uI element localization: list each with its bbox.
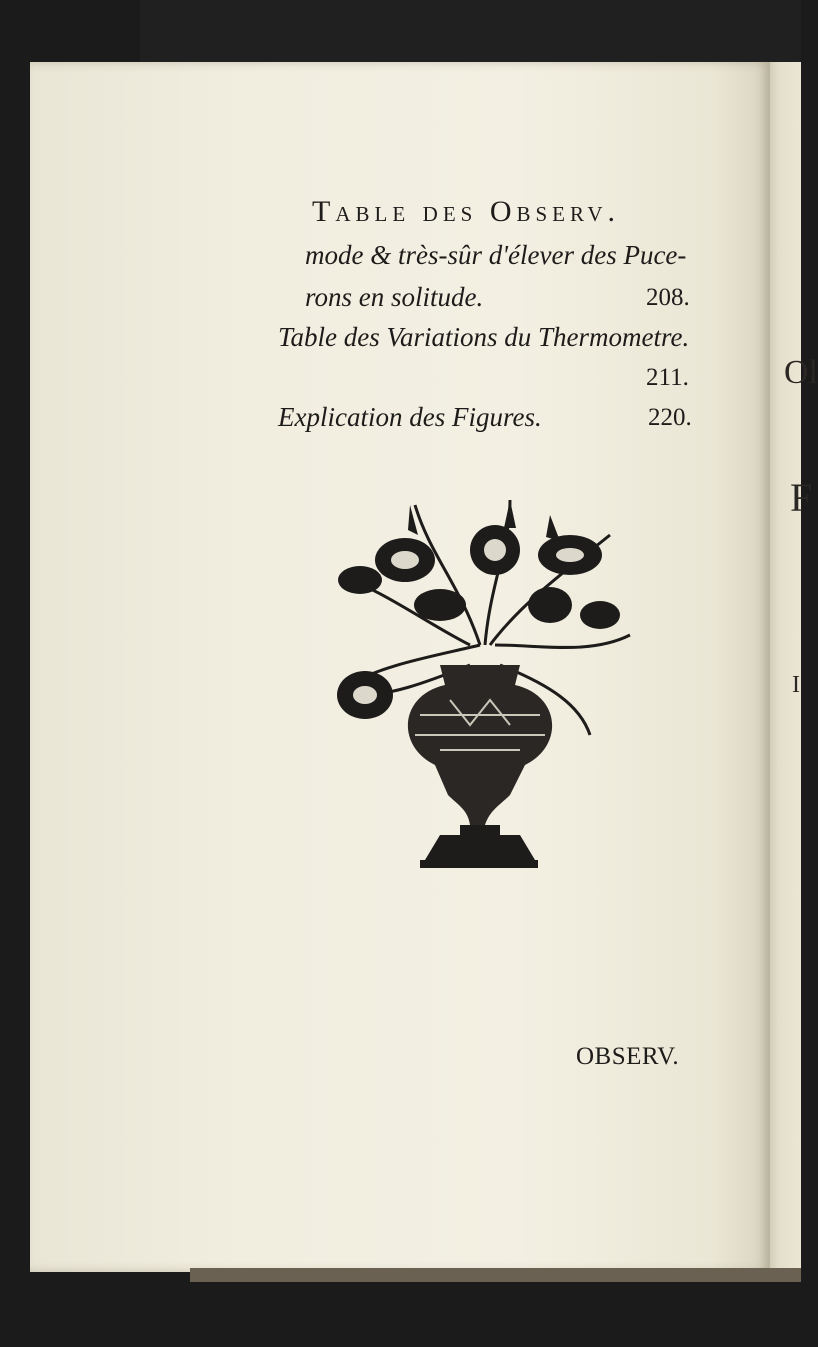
adjacent-page-fragment: I xyxy=(792,672,800,698)
book-bottom-edge xyxy=(190,1268,801,1282)
page-header: Table des Observ. xyxy=(312,195,620,228)
toc-page-number: 220. xyxy=(648,404,692,431)
toc-entry-text: Table des Variations du Thermometre. xyxy=(278,322,690,352)
flower-vase-ornament xyxy=(320,495,638,873)
toc-entry-text: mode & très-sûr d'élever des Puce- xyxy=(305,240,687,270)
toc-entry-text: rons en solitude. xyxy=(305,282,484,312)
toc-entry-text: Explication des Figures. xyxy=(278,402,542,432)
adjacent-page-fragment: Ol xyxy=(784,354,818,391)
toc-page-number: 208. xyxy=(646,284,690,311)
toc-page-number: 211. xyxy=(646,364,689,391)
backdrop xyxy=(140,0,801,70)
adjacent-page-fragment: F xyxy=(790,475,813,520)
catchword: OBSERV. xyxy=(576,1043,680,1070)
